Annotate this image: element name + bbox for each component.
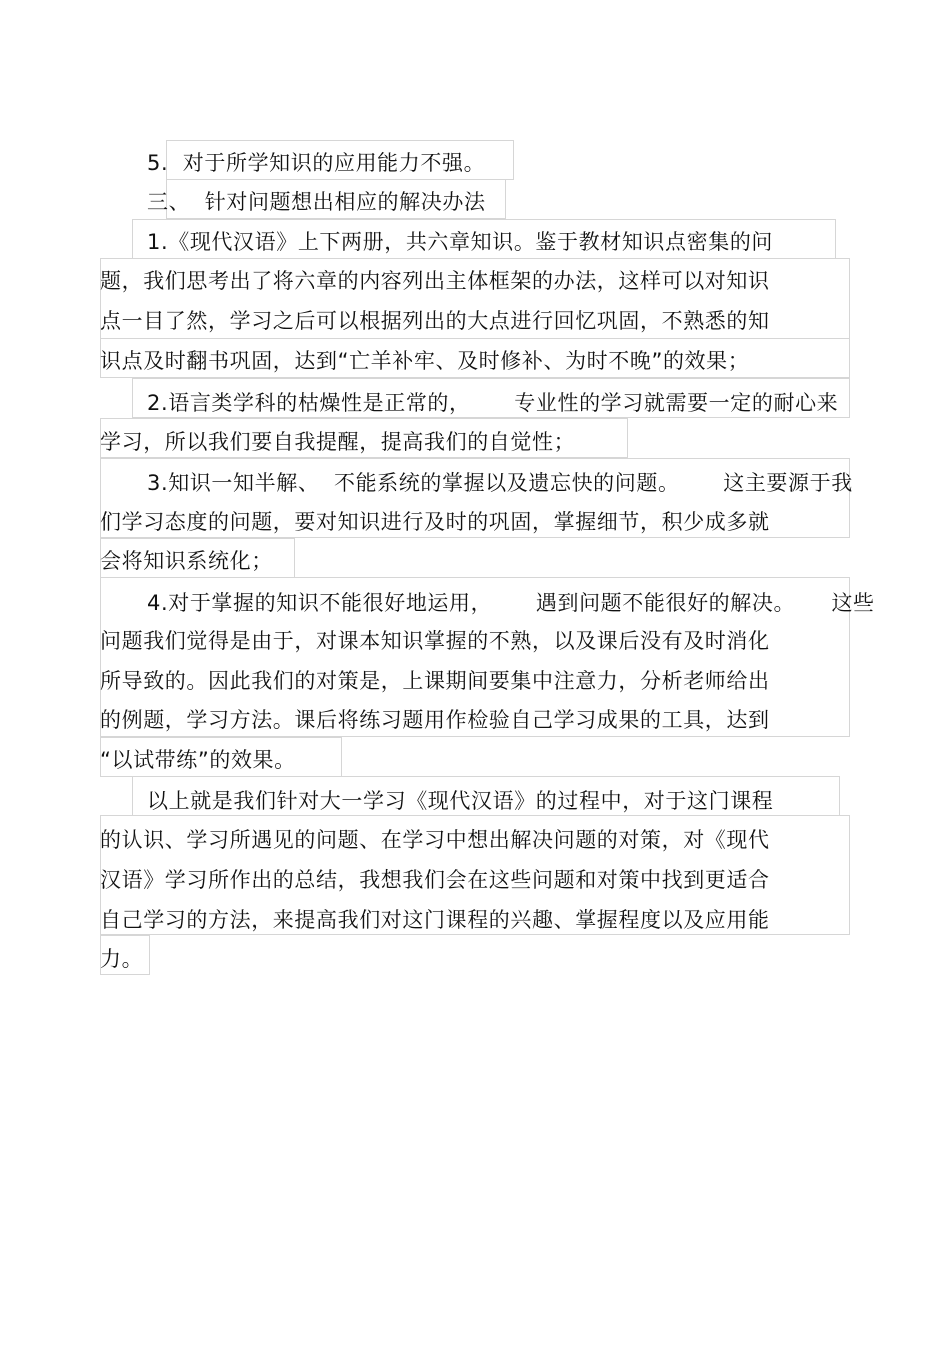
paragraph-4-line-4: 的例题，学习方法。课后将练习题用作检验自己学习成果的工具，达到 [100,708,770,732]
paragraph-2-line-1: 2.语言类学科的枯燥性是正常的， 专业性的学习就需要一定的耐心来 [147,391,839,415]
summary-line-2: 的认识、学习所遇见的问题、在学习中想出解决问题的对策，对《现代 [100,828,770,852]
summary-line-1: 以上就是我们针对大一学习《现代汉语》的过程中，对于这门课程 [147,789,774,813]
paragraph-3-line-3: 会将知识系统化； [100,549,273,573]
summary-line-3: 汉语》学习所作出的总结，我想我们会在这些问题和对策中找到更适合 [100,868,770,892]
summary-line-4: 自己学习的方法，来提高我们对这门课程的兴趣、掌握程度以及应用能 [100,908,770,932]
paragraph-3-line-1: 3.知识一知半解、 不能系统的掌握以及遗忘快的问题。 这主要源于我 [147,471,853,495]
paragraph-4-line-1: 4.对于掌握的知识不能很好地运用， 遇到问题不能很好的解决。 这些 [147,591,875,615]
paragraph-1-line-4: 识点及时翻书巩固，达到“亡羊补牢、及时修补、为时不晚”的效果； [100,349,750,373]
paragraph-1-line-3: 点一目了然，学习之后可以根据列出的大点进行回忆巩固，不熟悉的知 [100,309,770,333]
section-heading-solutions: 三、 针对问题想出相应的解决办法 [147,190,486,214]
paragraph-1-line-2: 题，我们思考出了将六章的内容列出主体框架的办法，这样可以对知识 [100,269,770,293]
paragraph-1-line-1: 1.《现代汉语》上下两册，共六章知识。鉴于教材知识点密集的问 [147,230,774,254]
paragraph-4-line-3: 所导致的。因此我们的对策是，上课期间要集中注意力，分析老师给出 [100,669,770,693]
paragraph-4-line-5: “以试带练”的效果。 [100,748,296,772]
paragraph-3-line-2: 们学习态度的问题，要对知识进行及时的巩固，掌握细节，积少成多就 [100,510,770,534]
paragraph-2-line-2: 学习，所以我们要自我提醒，提高我们的自觉性； [100,430,576,454]
paragraph-4-line-2: 问题我们觉得是由于，对课本知识掌握的不熟，以及课后没有及时消化 [100,629,770,653]
summary-line-5: 力。 [100,947,144,971]
list-item-5-heading: 5. 对于所学知识的应用能力不强。 [147,151,486,175]
